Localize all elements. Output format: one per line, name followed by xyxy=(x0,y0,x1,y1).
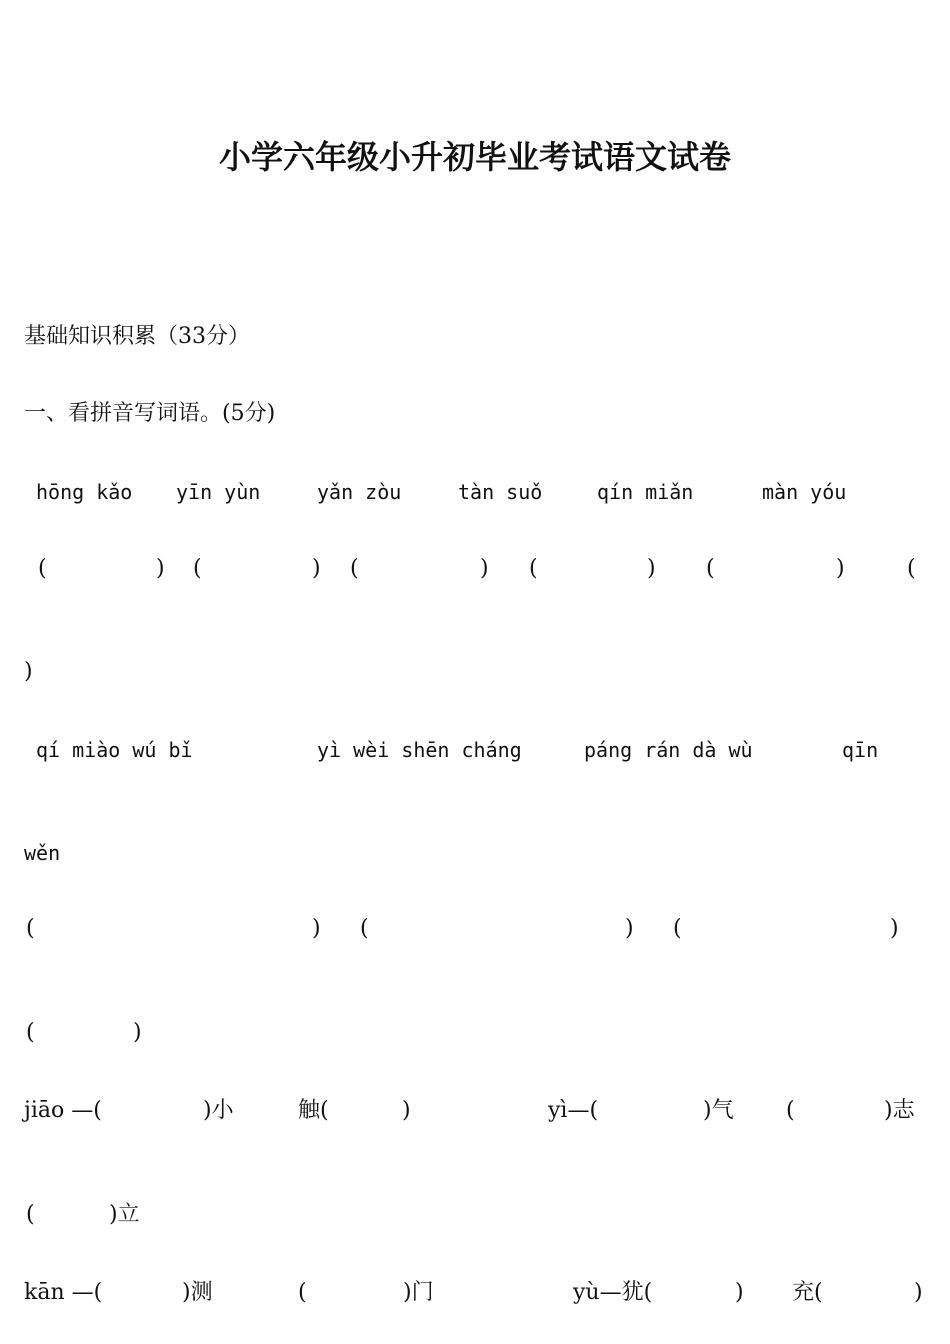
homophone-yi-3-head: ( xyxy=(26,1202,35,1227)
blank-open: ( xyxy=(360,916,369,941)
blank-open: ( xyxy=(673,916,682,941)
blank-close: ) xyxy=(836,556,845,581)
homophone-yi-2-tail: )志 xyxy=(884,1098,915,1123)
blank-open: ( xyxy=(529,556,538,581)
homophone-yi-2-head: ( xyxy=(786,1098,795,1123)
blank-open: ( xyxy=(193,556,202,581)
blank-close: ) xyxy=(312,916,321,941)
homophone-yi-label: yì—( xyxy=(548,1098,599,1123)
homophone-kan-2-head: ( xyxy=(298,1280,307,1305)
pinyin-yan-zou: yǎn zòu xyxy=(317,480,402,504)
homophone-yu-1-tail: ) xyxy=(735,1280,744,1305)
blank-close: ) xyxy=(625,916,634,941)
blank-close: ) xyxy=(480,556,489,581)
homophone-kan-label: kān —( xyxy=(24,1280,103,1305)
pinyin-qin: qīn xyxy=(842,738,879,762)
blank-open: ( xyxy=(26,916,35,941)
pinyin-qi-miao-wu-bi: qí miào wú bǐ xyxy=(36,738,193,762)
blank-close: ) xyxy=(24,659,33,684)
pinyin-pang-ran-da-wu: páng rán dà wù xyxy=(584,738,753,762)
blank-close: ) xyxy=(890,916,899,941)
homophone-yi-3-tail: )立 xyxy=(109,1202,140,1227)
blank-close: ) xyxy=(156,556,165,581)
blank-open: ( xyxy=(706,556,715,581)
homophone-jiao-label: jiāo —( xyxy=(24,1098,102,1123)
pinyin-yin-yun: yīn yùn xyxy=(176,480,261,504)
blank-close: ) xyxy=(133,1020,142,1045)
exam-title: 小学六年级小升初毕业考试语文试卷 xyxy=(218,138,731,176)
pinyin-yi-wei-shen-chang: yì wèi shēn cháng xyxy=(317,738,522,762)
blank-close: ) xyxy=(312,556,321,581)
section-heading: 基础知识积累（33分） xyxy=(24,324,250,349)
blank-open: ( xyxy=(26,1020,35,1045)
blank-open: ( xyxy=(350,556,359,581)
blank-open: ( xyxy=(38,556,47,581)
pinyin-wen: wěn xyxy=(24,841,61,865)
pinyin-hong-kao: hōng kǎo xyxy=(36,480,133,504)
homophone-jiao-2-tail: ) xyxy=(402,1098,411,1123)
homophone-jiao-2-head: 触( xyxy=(298,1098,329,1123)
homophone-jiao-1-tail: )小 xyxy=(203,1098,234,1123)
question-1-heading: 一、看拼音写词语。(5分) xyxy=(24,401,276,426)
blank-close: ) xyxy=(647,556,656,581)
homophone-yu-2-head: 充( xyxy=(792,1280,823,1305)
pinyin-tan-suo: tàn suǒ xyxy=(458,480,543,504)
homophone-yi-1-tail: )气 xyxy=(703,1098,734,1123)
homophone-yu-2-tail: ) xyxy=(914,1280,923,1305)
homophone-kan-2-tail: )门 xyxy=(403,1280,434,1305)
pinyin-qin-mian: qín miǎn xyxy=(597,480,694,504)
blank-open: ( xyxy=(907,556,916,581)
homophone-kan-1-tail: )测 xyxy=(182,1280,213,1305)
homophone-yu-label: yù—犹( xyxy=(573,1280,653,1305)
pinyin-man-you: màn yóu xyxy=(762,480,847,504)
